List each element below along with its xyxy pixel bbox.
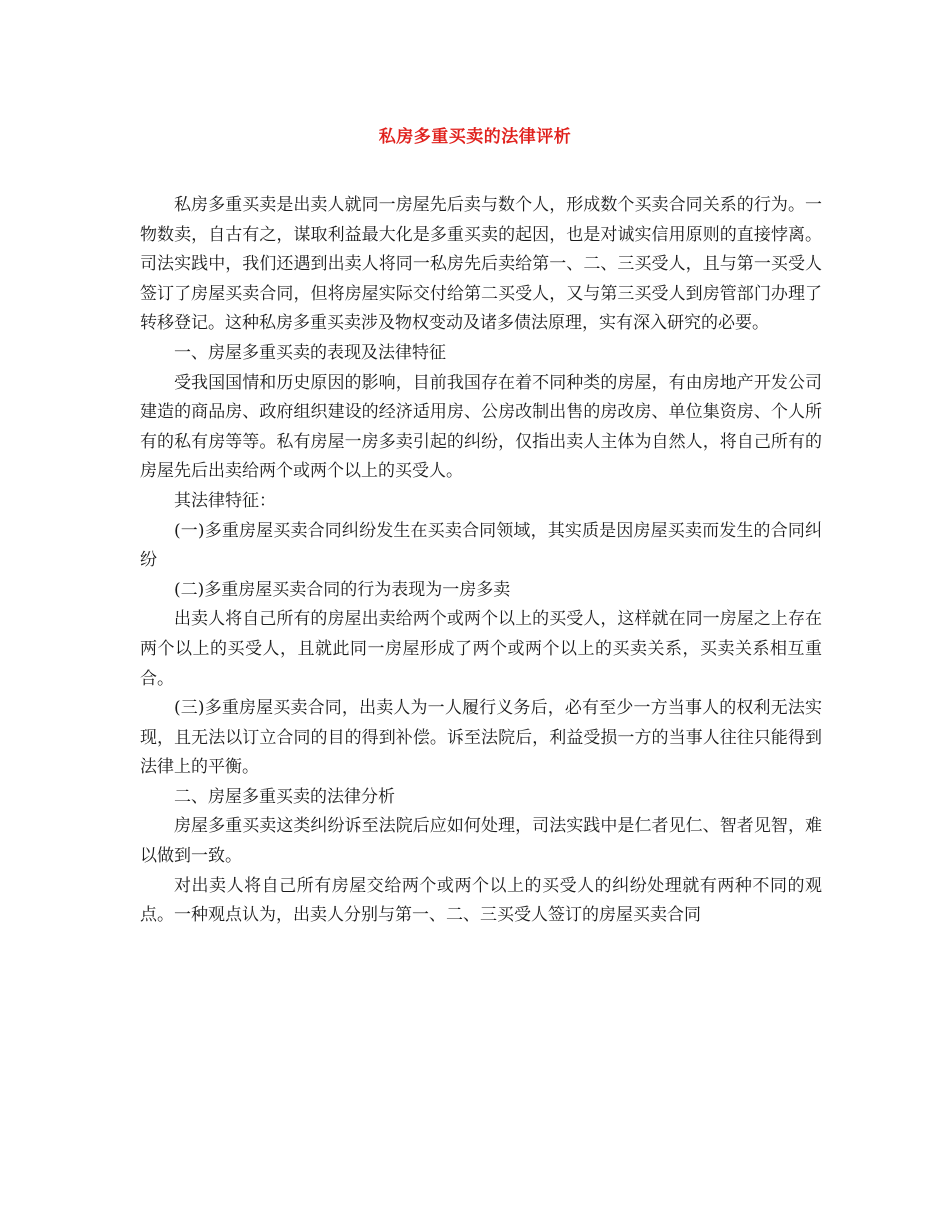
paragraph: 其法律特征： [174, 490, 276, 511]
paragraph: 对出卖人将自己所有房屋交给两个或两个以上的买受人的纠纷处理就有两种不同的观点。一种观点认为，出卖人分别与第一、二、三买受人签订的房屋买卖合同 [140, 875, 822, 926]
list-item-3: (三)多重房屋买卖合同，出卖人为一人履行义务后，必有至少一方当事人的权利无法实现，且无法以订立合同的目的得到补偿。诉至法院后，利益受损一方的当事人往往只能得到法律上的平衡。 [140, 698, 822, 778]
paragraph: 房屋多重买卖这类纠纷诉至法院后应如何处理，司法实践中是仁者见仁、智者见智，难以做到一致。 [140, 816, 822, 867]
list-item-1: (一)多重房屋买卖合同纠纷发生在买卖合同领域，其实质是因房屋买卖而发生的合同纠纷 [140, 520, 822, 571]
document-title: 私房多重买卖的法律评析 [378, 127, 572, 147]
paragraph-intro: 私房多重买卖是出卖人就同一房屋先后卖与数个人，形成数个买卖合同关系的行为。一物数卖，自古有之，谋取利益最大化是多重买卖的起因，也是对诚实信用原则的直接悖离。司法实践中，我们还遇到出卖人将同一私房先后卖给第一、二、三买受人，且与第一买受人签订了房屋买卖合同，但将房屋实际交付给第二买受人，又与第三买受人到房管部门办理了转移登记。这种私房多重买卖涉及物权变动及诸多债法原理，实有深入研究的必要。 [140, 195, 822, 334]
section-heading-2: 二、房屋多重买卖的法律分析 [174, 786, 395, 807]
document-body [140, 191, 822, 931]
paragraph: 受我国国情和历史原因的影响，目前我国存在着不同种类的房屋，有由房地产开发公司建造的商品房、政府组织建设的经济适用房、公房改制出售的房改房、单位集资房、个人所有的私有房等等。私有房屋一房多卖引起的纠纷，仅指出卖人主体为自然人，将自己所有的房屋先后出卖给两个或两个以上的买受人。 [140, 372, 822, 482]
paragraph: 出卖人将自己所有的房屋出卖给两个或两个以上的买受人，这样就在同一房屋之上存在两个以上的买受人，且就此同一房屋形成了两个或两个以上的买卖关系，买卖关系相互重合。 [140, 609, 822, 689]
list-item-2: (二)多重房屋买卖合同的行为表现为一房多卖 [174, 579, 511, 600]
section-heading-1: 一、房屋多重买卖的表现及法律特征 [174, 342, 446, 363]
